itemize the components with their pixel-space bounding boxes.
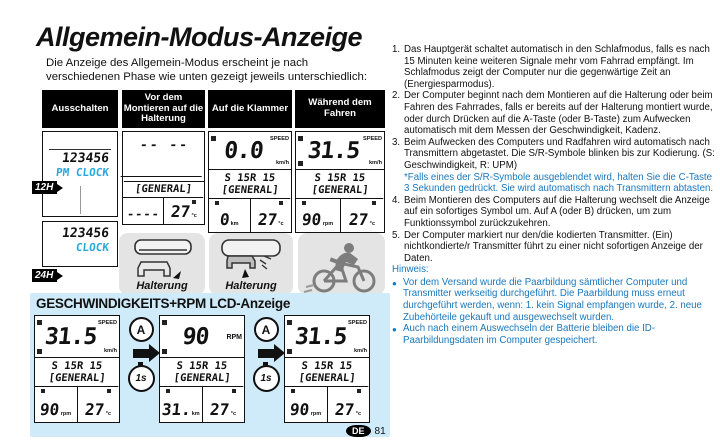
phase-header-before-mount: Vor dem Montieren auf die Halterung bbox=[122, 90, 205, 128]
phase-header-off: Ausschalten bbox=[42, 90, 118, 128]
phase-column-off bbox=[35, 90, 118, 281]
speed-unit: km/h bbox=[103, 348, 117, 354]
mount-illustration-1 bbox=[119, 233, 205, 295]
speed-small-value: 31. bbox=[160, 400, 192, 419]
distance-value: ---- bbox=[125, 207, 161, 221]
speed-value: 31.5 bbox=[293, 324, 349, 350]
list-item bbox=[392, 90, 719, 136]
lcd-distance-cell bbox=[123, 198, 163, 224]
panel-header: GESCHWINDIGKEITS+RPM LCD-Anzeige bbox=[36, 296, 291, 311]
segment-icon bbox=[372, 201, 376, 205]
computer-above-bracket-icon bbox=[127, 238, 197, 280]
step-text: Der Computer markiert nur den/die kodierten Transmitter. (Ein) nichtkondierte/r Transmitter führt zu einer nicht sofortigen Anzeige der Daten. bbox=[404, 229, 703, 264]
step-number: 4. bbox=[392, 194, 401, 206]
hinweis-label: Hinweis: bbox=[392, 264, 429, 276]
cadence-value: 90 bbox=[301, 210, 323, 229]
phase-column-on-bracket bbox=[208, 90, 292, 233]
button-a-icon: A bbox=[129, 317, 154, 342]
step-text-main: Beim Aufwecken des Computers und Radfahren wird automatisch nach Transmittern abgetastet. Die S/R-Symbole blinken bis zur Kodierung. (S: Geschwindigkeit, R: UPM) bbox=[404, 136, 715, 171]
button-a-icon: A bbox=[254, 317, 279, 342]
step-text bbox=[404, 137, 719, 195]
clock-digits: 123456 bbox=[61, 226, 110, 241]
speed-value: 31.5 bbox=[306, 138, 361, 164]
temperature-value: 27 bbox=[209, 400, 231, 419]
lcd-screen-on-bracket bbox=[208, 131, 292, 233]
lcd-distance-cell bbox=[209, 199, 250, 232]
temperature-unit: °c bbox=[355, 411, 362, 417]
step-note: *Falls eines der S/R-Symbole ausgeblendet wird, halten Sie die C-Taste 3 Sekunden gedrückt. Sie wird automatisch nach Transmittern abtasten. bbox=[404, 171, 714, 195]
transmitter-code: S 15R 15 bbox=[223, 172, 276, 184]
instructions-list bbox=[392, 44, 719, 346]
bullet-text: Vor dem Versand wurde die Paarbildung sämtlicher Computer und Transmitter werkseitig durchgeführt. Die Paarbildung muss erneut durchgeführt werden, wenn: 1. kein Signal empfangen wurde, 2. neue Zubehörteile gekauft und ausgewechselt wurden. bbox=[403, 276, 702, 323]
lcd-general-label: [GENERAL] bbox=[295, 184, 385, 199]
temperature-unit: °c bbox=[230, 411, 237, 417]
lcd-temperature-cell bbox=[250, 199, 292, 232]
speed-value: 0.0 bbox=[222, 138, 265, 164]
transmitter-code: S 15R 15 bbox=[175, 360, 228, 372]
step-text: Das Hauptgerät schaltet automatisch in den Schlafmodus, falls es nach 15 Minuten keine weiteren Signale mehr vom Fahrrad empfängt. Im Schlafmodus zeigt der Computer nur die gegenwärtige Zeit an (Energiesparmodus). bbox=[404, 44, 710, 90]
step-number: 1. bbox=[392, 44, 401, 55]
speed-rpm-panel bbox=[30, 293, 390, 437]
intro-line-2: verschiedenen Phase wie unten gezeigt jeweils unterschiedlich: bbox=[46, 70, 368, 83]
segment-icon bbox=[279, 201, 283, 205]
phase-header-riding: Während dem Fahren bbox=[295, 90, 385, 128]
speed-label: SPEED bbox=[348, 320, 367, 326]
temperature-unit: °c bbox=[105, 411, 112, 417]
cadence-unit: rpm bbox=[60, 411, 72, 417]
segment-icon bbox=[357, 389, 361, 393]
speed-label: SPEED bbox=[363, 136, 382, 142]
bullet-icon: ● bbox=[392, 278, 397, 288]
speed-unit: km/h bbox=[368, 160, 382, 166]
tag-24h: 24H bbox=[32, 269, 57, 282]
clock-mode-label: CLOCK bbox=[75, 241, 110, 254]
lcd-temperature-cell bbox=[77, 387, 120, 422]
lcd-temperature-cell bbox=[163, 198, 204, 224]
lcd-general-label: [GENERAL] bbox=[208, 184, 292, 199]
lcd-screen-sleep-12h bbox=[35, 131, 118, 217]
lcd-speed-display-2 bbox=[284, 315, 370, 423]
lcd-speed-cell bbox=[160, 387, 202, 422]
one-second-hold-icon: 1s bbox=[253, 365, 280, 392]
clock-digits: 123456 bbox=[61, 151, 110, 166]
cyclist-icon bbox=[302, 239, 382, 295]
lcd-general-label: [GENERAL] bbox=[122, 181, 205, 198]
speed-label: SPEED bbox=[98, 320, 117, 326]
transition-controls-2 bbox=[247, 317, 285, 392]
temperature-unit: °c bbox=[191, 213, 197, 219]
one-second-hold-icon: 1s bbox=[128, 365, 155, 392]
list-item bbox=[392, 323, 719, 346]
language-badge: DE bbox=[346, 425, 371, 437]
transmitter-code: S 15R 15 bbox=[300, 360, 353, 372]
phase-column-before-mount bbox=[122, 90, 205, 225]
computer-on-bracket-icon bbox=[216, 238, 286, 280]
right-arrow-icon bbox=[133, 349, 150, 358]
lcd-general-label: [GENERAL] bbox=[159, 372, 245, 387]
list-item bbox=[392, 137, 719, 195]
hinweis-bullets bbox=[392, 277, 719, 347]
temperature-unit: °c bbox=[278, 221, 284, 227]
lcd-blank-segments: -- -- bbox=[121, 132, 207, 177]
lcd-screen-before-mount bbox=[122, 131, 205, 225]
lcd-general-label: [GENERAL] bbox=[284, 372, 370, 387]
speed-small-unit: km bbox=[191, 411, 200, 417]
rpm-label: RPM bbox=[226, 333, 242, 341]
temperature-value: 27 bbox=[170, 202, 192, 221]
phase-column-riding bbox=[295, 90, 385, 233]
step-number: 5. bbox=[392, 229, 401, 241]
lcd-divider bbox=[80, 186, 81, 214]
bullet-text: Auch nach einem Auswechseln der Batterie bleiben die ID-Paarbildungsdaten im Computer gespeichert. bbox=[403, 323, 656, 346]
list-item bbox=[392, 277, 719, 323]
transition-controls-1 bbox=[122, 317, 160, 392]
lcd-rpm-display bbox=[159, 315, 245, 423]
segment-icon bbox=[192, 200, 196, 204]
right-arrow-icon bbox=[258, 349, 275, 358]
cadence-unit: rpm bbox=[322, 221, 334, 227]
phase-header-on-bracket: Auf die Klammer bbox=[208, 90, 292, 128]
clock-mode-label: PM CLOCK bbox=[55, 166, 110, 179]
speed-value: 31.5 bbox=[43, 324, 99, 350]
bracket-caption: Halterung bbox=[136, 280, 188, 292]
temperature-value: 27 bbox=[84, 400, 106, 419]
lcd-general-label: [GENERAL] bbox=[34, 372, 120, 387]
segment-icon bbox=[291, 389, 295, 393]
segment-icon bbox=[232, 389, 236, 393]
segment-icon bbox=[107, 389, 111, 393]
mount-illustration-2 bbox=[209, 233, 293, 295]
transmitter-code: S 15R 15 bbox=[313, 172, 366, 184]
step-text: Der Computer beginnt nach dem Montieren auf die Halterung oder beim Fahren des Fahrrades, falls er bereits auf der Halterung montiert wurde, oder durch Drücken auf die A-Taste (oder B-Taste) zum Aufwecken automatisch mit dem Messen der Geschwindigkeit, Kadenz. bbox=[404, 90, 713, 137]
lcd-cadence-cell bbox=[296, 199, 340, 232]
step-number: 2. bbox=[392, 90, 401, 102]
lcd-temperature-cell bbox=[340, 199, 385, 232]
cadence-value-large: 90 bbox=[181, 324, 210, 350]
step-number: 3. bbox=[392, 136, 401, 148]
temperature-value: 27 bbox=[334, 400, 356, 419]
lcd-screen-sleep-24h bbox=[35, 221, 118, 281]
list-item bbox=[392, 195, 719, 230]
segment-icon bbox=[215, 201, 219, 205]
speed-label: SPEED bbox=[270, 136, 289, 142]
tag-12h: 12H bbox=[32, 181, 57, 194]
intro-text bbox=[46, 57, 367, 84]
step-text: Beim Montieren des Computers auf die Halterung wechselt die Anzeige auf ein sofortiges Symbol um. Auf A (oder B) drücken, um zum Funktionssymbol zurückzukehren. bbox=[404, 194, 710, 229]
speed-unit: km/h bbox=[275, 160, 289, 166]
lcd-temperature-cell bbox=[202, 387, 245, 422]
speed-unit: km/h bbox=[353, 348, 367, 354]
temperature-value: 27 bbox=[256, 210, 279, 229]
lcd-screen-riding bbox=[295, 131, 385, 233]
list-item bbox=[392, 230, 719, 265]
lcd-cadence-cell bbox=[35, 387, 77, 422]
cadence-unit: rpm bbox=[310, 411, 322, 417]
cadence-value: 90 bbox=[289, 400, 311, 419]
list-item bbox=[392, 44, 719, 90]
bullet-icon: ● bbox=[392, 325, 397, 335]
temperature-value: 27 bbox=[348, 210, 370, 229]
lcd-cadence-cell bbox=[285, 387, 327, 422]
bracket-caption: Halterung bbox=[225, 280, 277, 292]
distance-unit: km bbox=[230, 221, 239, 227]
transmitter-code: S 15R 15 bbox=[50, 360, 103, 372]
intro-line-1: Die Anzeige des Allgemein-Modus erscheint je nach bbox=[46, 57, 309, 69]
lcd-speed-display-1 bbox=[34, 315, 120, 423]
segment-icon bbox=[41, 389, 45, 393]
cadence-value: 90 bbox=[39, 400, 61, 419]
temperature-unit: °c bbox=[369, 221, 376, 227]
page-title: Allgemein-Modus-Anzeige bbox=[36, 22, 363, 52]
segment-icon bbox=[302, 201, 306, 205]
page-number: 81 bbox=[374, 425, 386, 437]
riding-illustration bbox=[298, 233, 385, 295]
distance-value: 0 bbox=[218, 210, 231, 229]
lcd-temperature-cell bbox=[327, 387, 370, 422]
segment-icon bbox=[166, 389, 170, 393]
page-footer bbox=[346, 425, 386, 437]
